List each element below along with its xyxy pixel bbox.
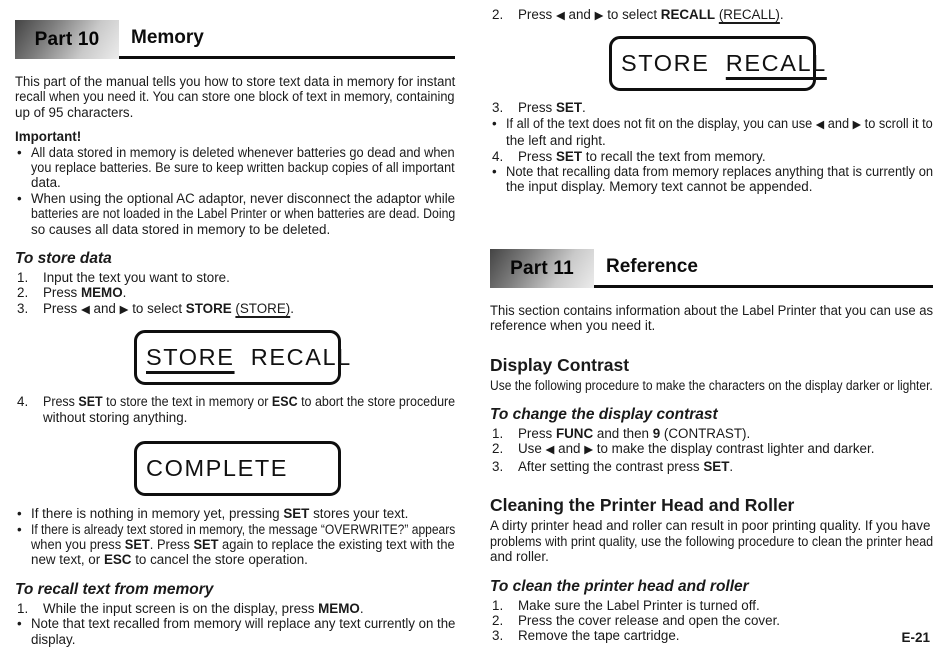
bullet-text xyxy=(31,616,455,647)
text-line: All data stored in memory is deleted whenever batteries go dead and when xyxy=(31,144,455,160)
store-data-heading: To store data xyxy=(15,250,112,268)
cleaning-heading: Cleaning the Printer Head and Roller xyxy=(490,495,795,516)
text-line: data. xyxy=(31,175,61,191)
bullet-text xyxy=(506,164,933,195)
step-text xyxy=(518,628,933,643)
bullet-item xyxy=(15,522,455,568)
text-line: Note that text recalled from memory will replace any text currently on the xyxy=(31,616,456,632)
step-number: 3. xyxy=(492,628,504,644)
bullet-glyph: • xyxy=(17,190,22,206)
cleaning-body xyxy=(490,518,933,564)
step-number: 2. xyxy=(17,285,29,301)
numbered-step xyxy=(490,441,933,458)
right-column xyxy=(490,0,933,644)
step-text xyxy=(518,459,933,474)
text-line: up of 95 characters. xyxy=(15,104,134,120)
bullet-item xyxy=(15,191,455,237)
text-line: Press FUNC and then 9 (CONTRAST). xyxy=(518,426,751,442)
text-line: the input display. Memory text cannot be appended. xyxy=(506,179,813,195)
text-line: Use the following procedure to make the characters on the display darker or lighter. xyxy=(490,377,933,393)
part-10-badge: Part 10 xyxy=(15,20,119,59)
numbered-step xyxy=(15,601,455,616)
bullet-glyph: • xyxy=(17,144,22,160)
numbered-step xyxy=(15,394,455,425)
text-line: the left and right. xyxy=(506,133,606,149)
step-number: 4. xyxy=(17,394,29,410)
bullet-text xyxy=(31,506,455,521)
bullet-item xyxy=(490,116,933,149)
step-number: 3. xyxy=(17,300,29,316)
clean-head-roller-heading: To clean the printer head and roller xyxy=(490,577,749,595)
bullet-text xyxy=(31,145,455,191)
step-text xyxy=(43,394,455,425)
bullet-glyph: • xyxy=(17,521,22,537)
step-text xyxy=(518,100,933,115)
bullet-text xyxy=(31,522,455,568)
lcd-display-recall-selected xyxy=(609,36,827,91)
numbered-step xyxy=(15,270,455,285)
numbered-step xyxy=(490,628,933,643)
text-line: Input the text you want to store. xyxy=(43,270,230,286)
part-11-header xyxy=(490,249,933,288)
text-line: and roller. xyxy=(490,549,549,565)
change-contrast-heading: To change the display contrast xyxy=(490,406,718,424)
bullet-glyph: • xyxy=(492,115,497,131)
bullet-glyph: • xyxy=(17,506,22,522)
step-number: 1. xyxy=(492,597,504,613)
text-line: After setting the contrast press SET. xyxy=(518,458,734,474)
text-line: When using the optional AC adaptor, never disconnect the adaptor while xyxy=(31,190,456,206)
text-line: Remove the tape cartridge. xyxy=(518,628,680,644)
display-contrast-body xyxy=(490,378,933,393)
lcd-text: STORE RECALL xyxy=(146,344,352,371)
text-line: Press ◀ and ▶ to select STORE (STORE). xyxy=(43,300,294,316)
part-10-title: Memory xyxy=(119,20,455,59)
step-text xyxy=(518,426,933,441)
numbered-step xyxy=(490,426,933,441)
page-number: E-21 xyxy=(901,629,930,645)
step-text xyxy=(518,441,933,458)
text-line: batteries are not loaded in the Label Printer or when batteries are dead. Doing xyxy=(31,206,456,222)
step-text xyxy=(43,601,455,616)
numbered-step xyxy=(490,459,933,474)
step-number: 2. xyxy=(492,441,504,457)
text-line: problems with print quality, use the following procedure to clean the printer head xyxy=(490,533,934,549)
display-contrast-heading: Display Contrast xyxy=(490,354,630,375)
text-line: Make sure the Label Printer is turned off. xyxy=(518,597,760,613)
text-line: Press ◀ and ▶ to select RECALL (RECALL). xyxy=(518,7,784,22)
text-line: Use ◀ and ▶ to make the display contrast lighter and darker. xyxy=(518,441,875,457)
text-line: recall when you need it. You can store one block of text in memory, containing xyxy=(15,89,455,105)
memory-intro-paragraph xyxy=(15,74,455,120)
numbered-step xyxy=(490,7,933,24)
numbered-step xyxy=(490,149,933,164)
text-line: While the input screen is on the display, press MEMO. xyxy=(43,600,364,616)
left-column xyxy=(15,0,455,647)
text-line: Press MEMO. xyxy=(43,285,127,301)
text-line: Note that recalling data from memory replaces anything that is currently on xyxy=(506,164,934,180)
step-number: 2. xyxy=(492,612,504,628)
text-line: so causes all data stored in memory to be deleted. xyxy=(31,221,331,237)
step-text xyxy=(518,7,933,24)
part-11-badge: Part 11 xyxy=(490,249,594,288)
lcd-text: STORE RECALL xyxy=(621,50,827,77)
text-line: If there is already text stored in memory, the message “OVERWRITE?” appears xyxy=(31,521,456,537)
text-line: display. xyxy=(31,631,76,647)
text-line: Press the cover release and open the cover. xyxy=(518,612,781,628)
important-heading: Important! xyxy=(15,129,82,145)
step-number: 3. xyxy=(492,458,504,474)
text-line: Press SET to store the text in memory or ESC to abort the store procedure xyxy=(43,394,456,410)
step-text xyxy=(518,598,933,613)
bullet-text xyxy=(31,191,455,237)
step-number: 2. xyxy=(492,7,504,22)
bullet-glyph: • xyxy=(492,164,497,180)
step-number: 3. xyxy=(492,100,504,116)
step-number: 1. xyxy=(492,426,504,442)
text-line: This part of the manual tells you how to store text data in memory for instant xyxy=(15,74,456,89)
recall-text-heading: To recall text from memory xyxy=(15,580,214,598)
lcd-display-store-selected xyxy=(134,330,352,385)
numbered-step xyxy=(15,301,455,318)
text-line: when you press SET. Press SET again to replace the existing text with the xyxy=(31,536,455,552)
text-line: you replace batteries. Be sure to keep written backup copies of all important xyxy=(31,160,455,176)
lcd-text: COMPLETE xyxy=(146,454,289,481)
step-text xyxy=(43,301,455,318)
text-line: A dirty printer head and roller can result in poor printing quality. If you have xyxy=(490,518,931,534)
step-text xyxy=(43,270,455,285)
reference-intro-paragraph xyxy=(490,303,933,334)
step-text xyxy=(518,149,933,164)
step-text xyxy=(43,285,455,300)
numbered-step xyxy=(490,613,933,628)
bullet-item xyxy=(15,145,455,191)
text-line: new text, or ESC to cancel the store operation. xyxy=(31,552,308,568)
text-line: without storing anything. xyxy=(43,409,188,425)
step-number: 1. xyxy=(17,270,29,286)
text-line: reference when you need it. xyxy=(490,318,656,334)
step-number: 4. xyxy=(492,148,504,164)
bullet-item xyxy=(490,164,933,195)
text-line: If all of the text does not fit on the display, you can use ◀ and ▶ to scroll it to xyxy=(506,115,933,131)
step-text xyxy=(518,613,933,628)
numbered-step xyxy=(490,100,933,115)
text-line: Press SET to recall the text from memory. xyxy=(518,148,766,164)
text-line: This section contains information about the Label Printer that you can use as xyxy=(490,302,934,318)
numbered-step xyxy=(15,285,455,300)
bullet-item xyxy=(15,616,455,647)
step-number: 1. xyxy=(17,600,29,616)
bullet-text xyxy=(506,116,933,149)
bullet-item xyxy=(15,506,455,521)
text-line: If there is nothing in memory yet, pressing SET stores your text. xyxy=(31,506,409,522)
numbered-step xyxy=(490,598,933,613)
part-10-header xyxy=(15,20,455,59)
lcd-display-complete xyxy=(134,441,341,496)
part-11-title: Reference xyxy=(594,249,933,288)
text-line: Press SET. xyxy=(518,100,586,116)
bullet-glyph: • xyxy=(17,616,22,632)
